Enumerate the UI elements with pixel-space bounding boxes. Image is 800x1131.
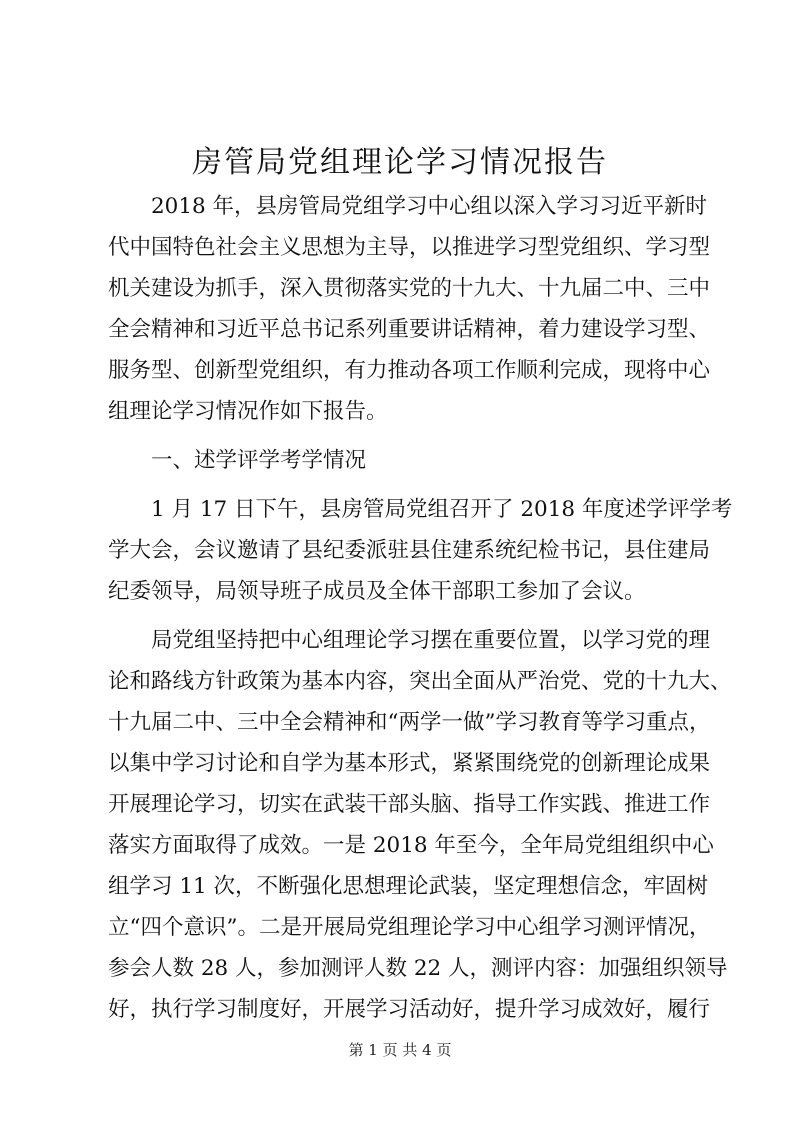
body-line: 以集中学习讨论和自学为基本形式，紧紧围绕党的创新理论成果 [108, 751, 711, 776]
body-line: 全会精神和习近平总书记系列重要讲话精神，着力建设学习型、 [108, 317, 711, 342]
body-line: 组理论学习情况作如下报告。 [108, 399, 388, 424]
body-line: 开展理论学习，切实在武装干部头脑、指导工作实践、推进工作 [108, 792, 711, 817]
body-line: 代中国特色社会主义思想为主导，以推进学习型党组织、学习型 [108, 235, 711, 260]
body-line: 论和路线方针政策为基本内容，突出全面从严治党、党的十九大、 [108, 669, 732, 694]
body-line: 机关建设为抓手，深入贯彻落实党的十九大、十九届二中、三中 [108, 276, 711, 301]
body-line: 2018 年，县房管局党组学习中心组以深入学习习近平新时 [151, 194, 708, 219]
document-body [108, 186, 733, 1030]
body-line: 十九届二中、三中全会精神和“两学一做”学习教育等学习重点， [108, 710, 711, 735]
body-line: 局党组坚持把中心组理论学习摆在重要位置，以学习党的理 [151, 628, 711, 653]
body-line: 组学习 11 次，不断强化思想理论武装，坚定理想信念，牢固树 [108, 874, 709, 899]
body-line: 服务型、创新型党组织，有力推动各项工作顺利完成，现将中心 [108, 358, 711, 383]
body-line: 学大会，会议邀请了县纪委派驻县住建系统纪检书记，县住建局 [108, 538, 711, 563]
section-heading: 一、述学评学考学情况 [151, 448, 367, 473]
body-line: 立“四个意识”。二是开展局党组理论学习中心组学习测评情况， [108, 915, 711, 940]
body-line: 落实方面取得了成效。一是 2018 年至今，全年局党组组织中心 [108, 833, 714, 858]
body-line: 1 月 17 日下午，县房管局党组召开了 2018 年度述学评学考 [151, 497, 733, 522]
page-footer: 第 1 页 共 4 页 [348, 1041, 452, 1059]
document-title: 房管局党组理论学习情况报告 [192, 145, 608, 180]
body-line: 纪委领导，局领导班子成员及全体干部职工参加了会议。 [108, 579, 646, 604]
body-line: 参会人数 28 人，参加测评人数 22 人，测评内容：加强组织领导 [108, 956, 728, 981]
body-line: 好，执行学习制度好，开展学习活动好，提升学习成效好，履行 [108, 997, 711, 1022]
